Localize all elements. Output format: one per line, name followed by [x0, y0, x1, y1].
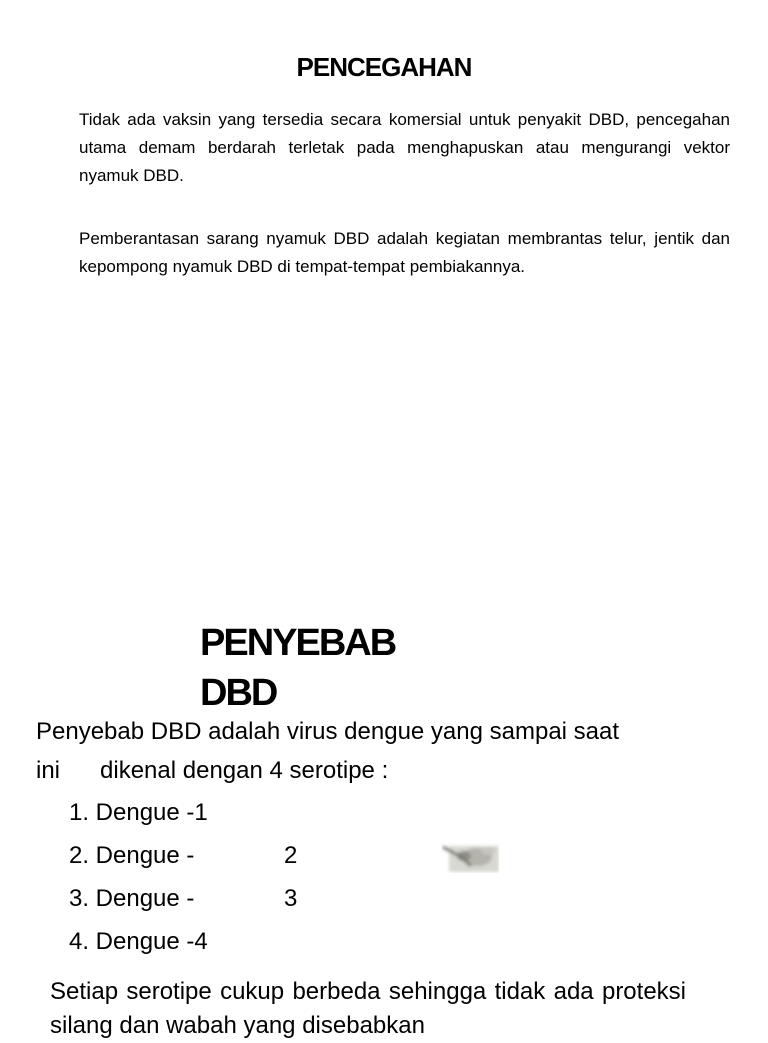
list-item-dengue-1: 1. Dengue -1 [69, 799, 208, 826]
list-item-dengue-3: 3. Dengue - [69, 885, 195, 912]
paragraph-pemberantasan: Pemberantasan sarang nyamuk DBD adalah kegiatan membrantas telur, jentik dan kepompong nyamuk DBD di tempat-tempat pembiakannya. [79, 229, 730, 276]
list-item-dengue-3-number: 3 [284, 885, 298, 912]
section-title-penyebab-line2: DBD [200, 672, 277, 714]
paragraph-vaksin: Tidak ada vaksin yang tersedia secara komersial untuk penyakit DBD, pencegahan utama demam berdarah terletak pada menghapuskan atau mengurangi vektor nyamuk DBD. [79, 110, 730, 185]
section-title-penyebab [200, 618, 500, 718]
intro-line-1: Penyebab DBD adalah virus dengue yang sampai saat [36, 718, 620, 745]
list-item-dengue-4: 4. Dengue -4 [69, 928, 208, 955]
paragraph-serotipe: Setiap serotipe cukup berbeda sehingga tidak ada proteksi silang dan wabah yang disebabkan [50, 978, 686, 1039]
section-title-pencegahan: PENCEGAHAN [296, 52, 472, 82]
blurred-image-fragment [441, 842, 499, 873]
list-item-dengue-2: 2. Dengue - [69, 842, 195, 869]
list-item-dengue-2-number: 2 [284, 842, 298, 869]
intro-line-2: ini dikenal dengan 4 serotipe : [36, 757, 389, 784]
section-title-penyebab-line1: PENYEBAB [200, 622, 396, 664]
